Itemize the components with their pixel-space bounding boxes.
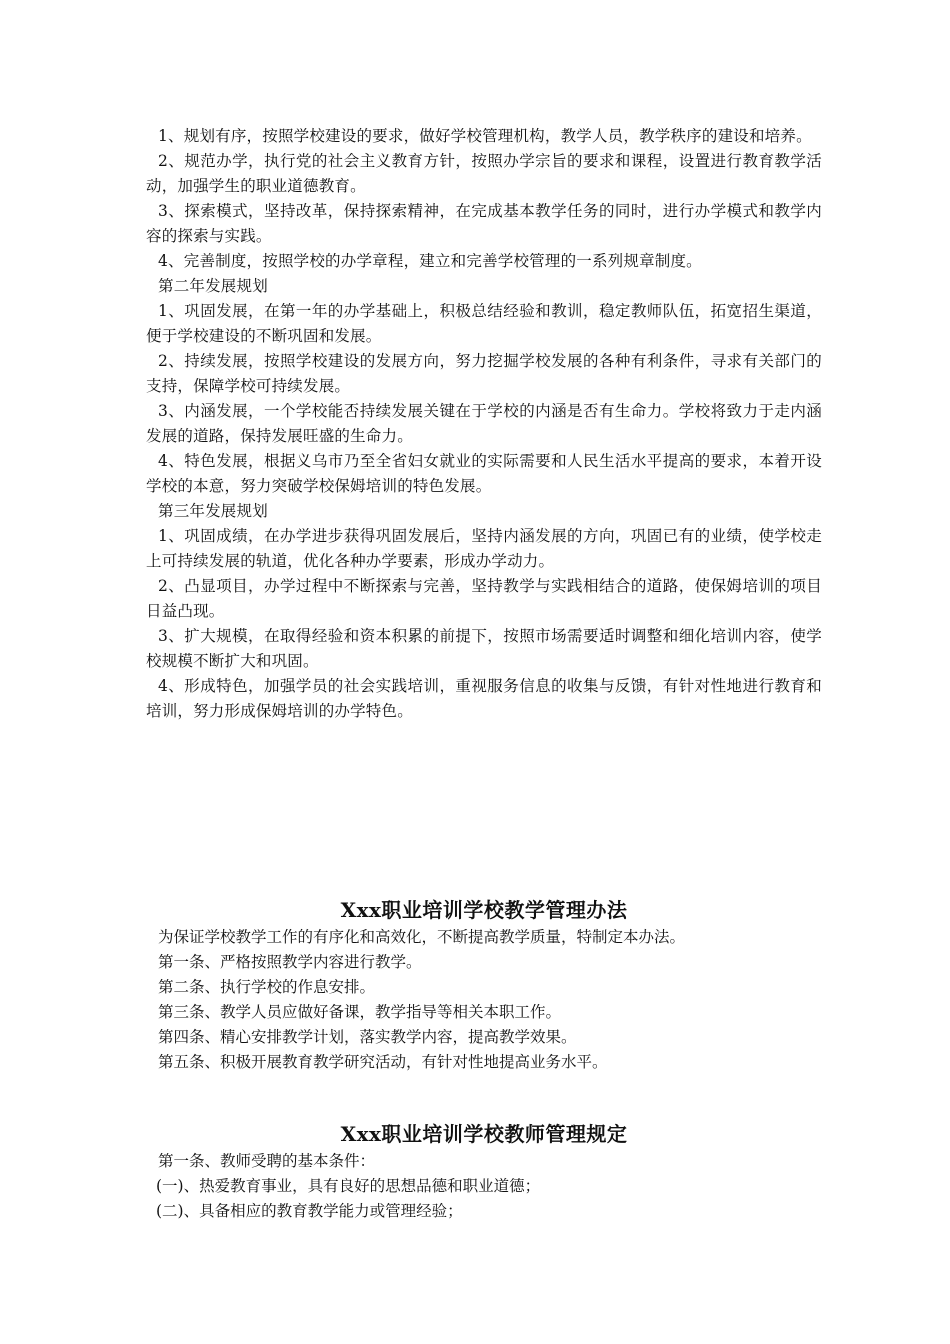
section-line: 为保证学校教学工作的有序化和高效化，不断提高教学质量，特制定本办法。 (158, 928, 686, 946)
plan-subheading: 第二年发展规划 (158, 277, 268, 295)
section-line: 第四条、精心安排教学计划，落实教学内容，提高教学效果。 (158, 1028, 577, 1046)
plan-paragraph: 1、规划有序，按照学校建设的要求，做好学校管理机构，教学人员，教学秩序的建设和培养。 (158, 127, 812, 145)
section-line: 第一条、教师受聘的基本条件： (158, 1152, 376, 1170)
section-title: Xxx职业培训学校教师管理规定 (340, 1122, 628, 1146)
section-title: Xxx职业培训学校教学管理办法 (340, 898, 628, 922)
teaching-management-section (146, 895, 822, 1075)
plan-paragraph: 3、探索模式，坚持改革，保持探索精神，在完成基本教学任务的同时，进行办学模式和教学内容的探索与实践。 (146, 202, 822, 245)
plan-paragraph: 2、凸显项目，办学过程中不断探索与完善，坚持教学与实践相结合的道路，使保姆培训的项目日益凸现。 (146, 577, 822, 620)
section-line: 第二条、执行学校的作息安排。 (158, 978, 376, 996)
section-line: 第三条、教学人员应做好备课，教学指导等相关本职工作。 (158, 1003, 562, 1021)
plan-paragraph: 4、完善制度，按照学校的办学章程，建立和完善学校管理的一系列规章制度。 (158, 252, 702, 270)
plan-paragraph: 2、持续发展，按照学校建设的发展方向，努力挖掘学校发展的各种有利条件，寻求有关部门的支持，保障学校可持续发展。 (146, 352, 822, 395)
plan-subheading: 第三年发展规划 (158, 502, 268, 520)
section-line: (一)、热爱教育事业，具有良好的思想品德和职业道德； (156, 1177, 541, 1195)
section-line: (二)、具备相应的教育教学能力或管理经验； (156, 1202, 463, 1220)
plan-paragraph: 3、内涵发展，一个学校能否持续发展关键在于学校的内涵是否有生命力。学校将致力于走内涵发展的道路，保持发展旺盛的生命力。 (146, 402, 822, 445)
section-line: 第五条、积极开展教育教学研究活动，有针对性地提高业务水平。 (158, 1053, 608, 1071)
plan-paragraph: 1、巩固发展，在第一年的办学基础上，积极总结经验和教训，稳定教师队伍，拓宽招生渠道，便于学校建设的不断巩固和发展。 (146, 302, 822, 345)
plan-paragraph: 4、形成特色，加强学员的社会实践培训，重视服务信息的收集与反馈，有针对性地进行教育和培训，努力形成保姆培训的办学特色。 (146, 677, 822, 720)
plan-paragraph: 2、规范办学，执行党的社会主义教育方针，按照办学宗旨的要求和课程，设置进行教育教学活动，加强学生的职业道德教育。 (146, 152, 822, 195)
section-line: 第一条、严格按照教学内容进行教学。 (158, 953, 422, 971)
plan-paragraph: 1、巩固成绩，在办学进步获得巩固发展后，坚持内涵发展的方向，巩固已有的业绩，使学校走上可持续发展的轨道，优化各种办学要素，形成办学动力。 (146, 527, 822, 570)
plan-paragraph: 4、特色发展，根据义乌市乃至全省妇女就业的实际需要和人民生活水平提高的要求，本着开设学校的本意，努力突破学校保姆培训的特色发展。 (146, 452, 822, 495)
teacher-management-section (146, 1119, 822, 1224)
development-plan-section (146, 124, 822, 724)
plan-paragraph: 3、扩大规模，在取得经验和资本积累的前提下，按照市场需要适时调整和细化培训内容，使学校规模不断扩大和巩固。 (146, 627, 822, 670)
